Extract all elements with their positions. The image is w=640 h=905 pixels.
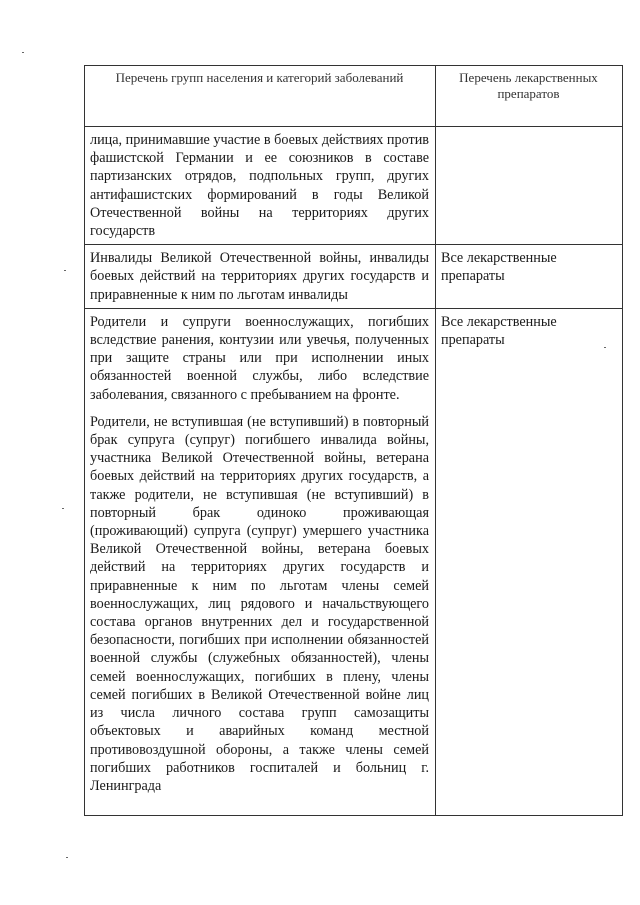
benefits-table [84, 65, 623, 816]
groups-cell [85, 308, 436, 815]
drugs-cell [436, 308, 623, 815]
scan-speck [604, 347, 606, 348]
groups-paragraph: Родители, не вступившая (не вступивший) в повторный брак супруга (супруг) погибшего инвалида войны, участника Великой Отечественной войны, ветерана боевых действий на территориях других государств, а также родители, не вступившая (не вступивший) в повторный брак одиноко проживающая (проживающий) супруга (супруг) умершего участника Великой Отечественной войны, ветерана боевых действий на территориях других государств и приравненные к ним по льготам члены семей военнослужащих, лиц рядового и начальствующего состава органов внутренних дел и государственной безопасности, погибших при исполнении обязанностей военной службы (служебных обязанностей), члены семей военнослужащих, погибших в плену, члены семей погибших в Великой Отечественной войне лиц из числа личного состава групп самозащиты объектовых и аварийных команд местной противовоздушной обороны, а также члены семей погибших работников госпиталей и больниц г. Ленинграда [90, 413, 429, 794]
groups-paragraph: Инвалиды Великой Отечественной войны, инвалиды боевых действий на территориях других государств и приравненные к ним по льготам инвалиды [90, 250, 429, 303]
drugs-text: Все лекарственные препараты [441, 250, 557, 285]
table-row [85, 308, 623, 815]
table-header-row [85, 66, 623, 127]
scan-speck [22, 52, 24, 53]
drugs-cell [436, 245, 623, 309]
groups-cell [85, 245, 436, 309]
groups-cell [85, 127, 436, 245]
groups-paragraph: лица, принимавшие участие в боевых действиях против фашистской Германии и ее союзников в составе партизанских отрядов, подпольных групп, других антифашистских формирований в годы Великой Отечественной войны на территориях других государств [90, 132, 429, 240]
scan-speck [66, 857, 68, 858]
table-row [85, 245, 623, 309]
drugs-text: Все лекарственные препараты [441, 313, 557, 349]
scan-speck [64, 270, 66, 271]
scan-speck [62, 508, 64, 509]
table-row [85, 127, 623, 245]
header-drugs: Перечень лекарственных препаратов [436, 66, 623, 127]
header-groups: Перечень групп населения и категорий заболеваний [85, 66, 436, 127]
groups-paragraph: Родители и супруги военнослужащих, погибших вследствие ранения, контузии или увечья, полученных при защите страны или при исполнении иных обязанностей военной службы, либо вследствие заболевания, связанного с пребыванием на фронте. [90, 313, 429, 403]
drugs-cell [436, 127, 623, 245]
